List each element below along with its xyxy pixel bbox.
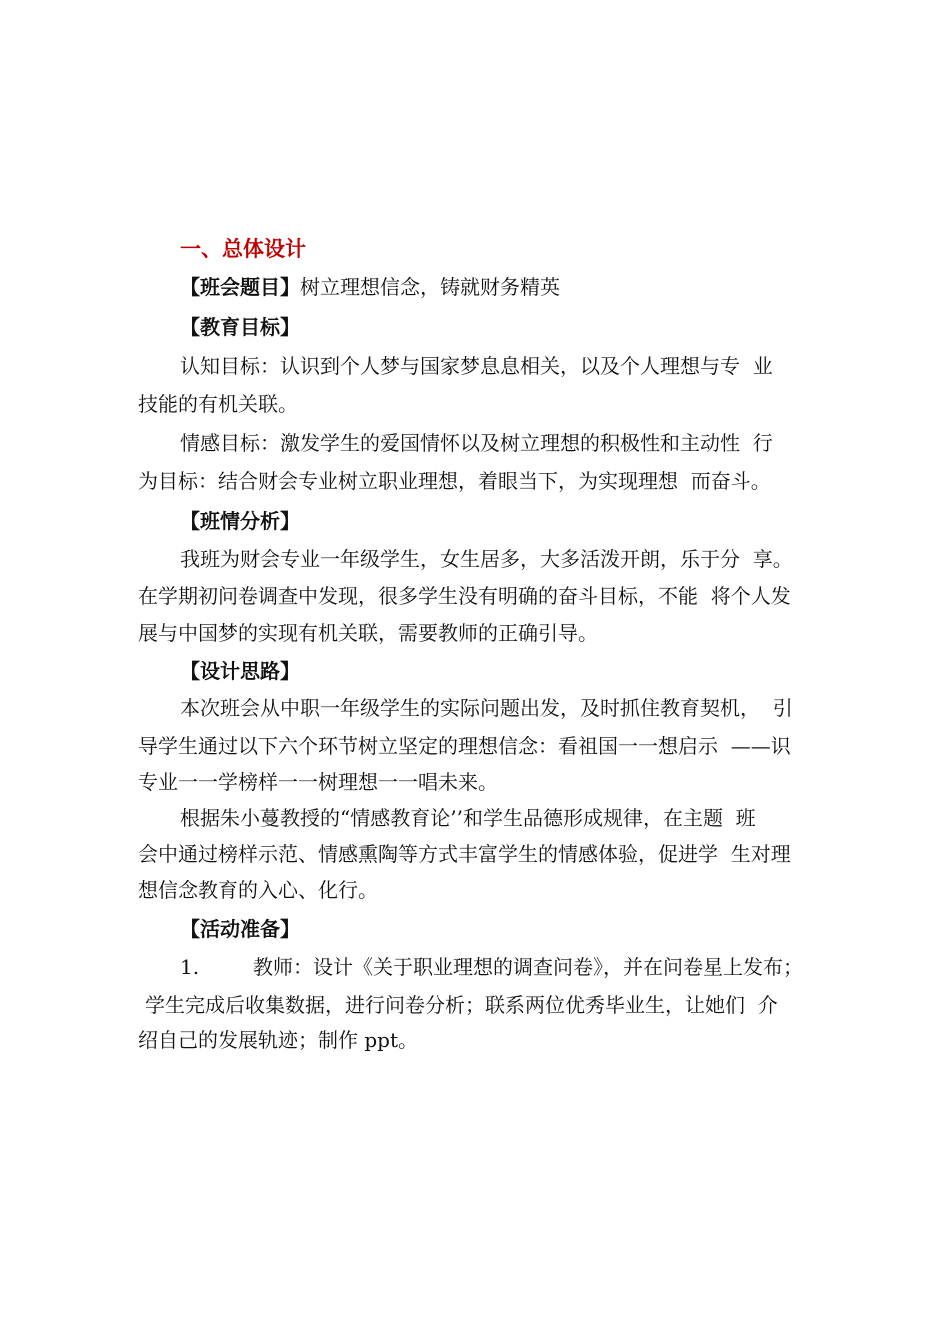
prep-line-2: 学生完成后收集数据，进行问卷分析；联系两位优秀毕业生，让她们 介 (145, 993, 778, 1017)
prep-line-3: 绍自己的发展轨迹；制作 ppt。 (138, 1028, 418, 1052)
design-p1-line-2: 导学生通过以下六个环节树立坚定的理想信念：看祖国一一想启示 ——识 (138, 734, 791, 758)
edu-goal-heading: 【教育目标】 (180, 315, 300, 339)
design-p1-line-1: 本次班会从中职一年级学生的实际问题出发，及时抓住教育契机， 引 (180, 696, 793, 720)
emotion-line-1: 情感目标：激发学生的爱国情怀以及树立理想的积极性和主动性 行 (180, 431, 773, 455)
class-analysis-line-3: 展与中国梦的实现有机关联，需要教师的正确引导。 (138, 621, 598, 645)
design-p2-line-3: 想信念教育的入心、化行。 (138, 878, 378, 902)
prep-number: 1. (180, 955, 200, 979)
cognitive-line-1: 认知目标：认识到个人梦与国家梦息息相关，以及个人理想与专 业 (180, 354, 773, 378)
class-analysis-line-2: 在学期初问卷调查中发现，很多学生没有明确的奋斗目标，不能 将个人发 (138, 584, 791, 608)
topic-line (180, 274, 560, 300)
cognitive-line-2: 技能的有机关联。 (138, 392, 298, 416)
prep-heading: 【活动准备】 (180, 917, 300, 941)
class-analysis-line-1: 我班为财会专业一年级学生，女生居多，大多活泼开朗，乐于分 享。 (180, 547, 793, 571)
topic-label: 【班会题目】 (180, 275, 300, 299)
design-p2-line-1: 根据朱小蔓教授的“情感教育论’’和学生品德形成规律，在主题 班 (180, 806, 756, 830)
design-p2-line-2: 会中通过榜样示范、情感熏陶等方式丰富学生的情感体验，促进学 生对理 (138, 842, 791, 866)
design-heading: 【设计思路】 (180, 659, 300, 683)
emotion-line-2: 为目标：结合财会专业树立职业理想，着眼当下，为实现理想 而奋斗。 (138, 469, 771, 493)
section-title: 一、总体设计 (180, 237, 306, 261)
prep-line-1: 教师：设计《关于职业理想的调查问卷》，并在问卷星上发布； (253, 955, 803, 979)
class-analysis-heading: 【班情分析】 (180, 509, 300, 533)
topic-text: 树立理想信念，铸就财务精英 (300, 275, 560, 299)
design-p1-line-3: 专业一一学榜样一一树理想一一唱未来。 (138, 770, 498, 794)
